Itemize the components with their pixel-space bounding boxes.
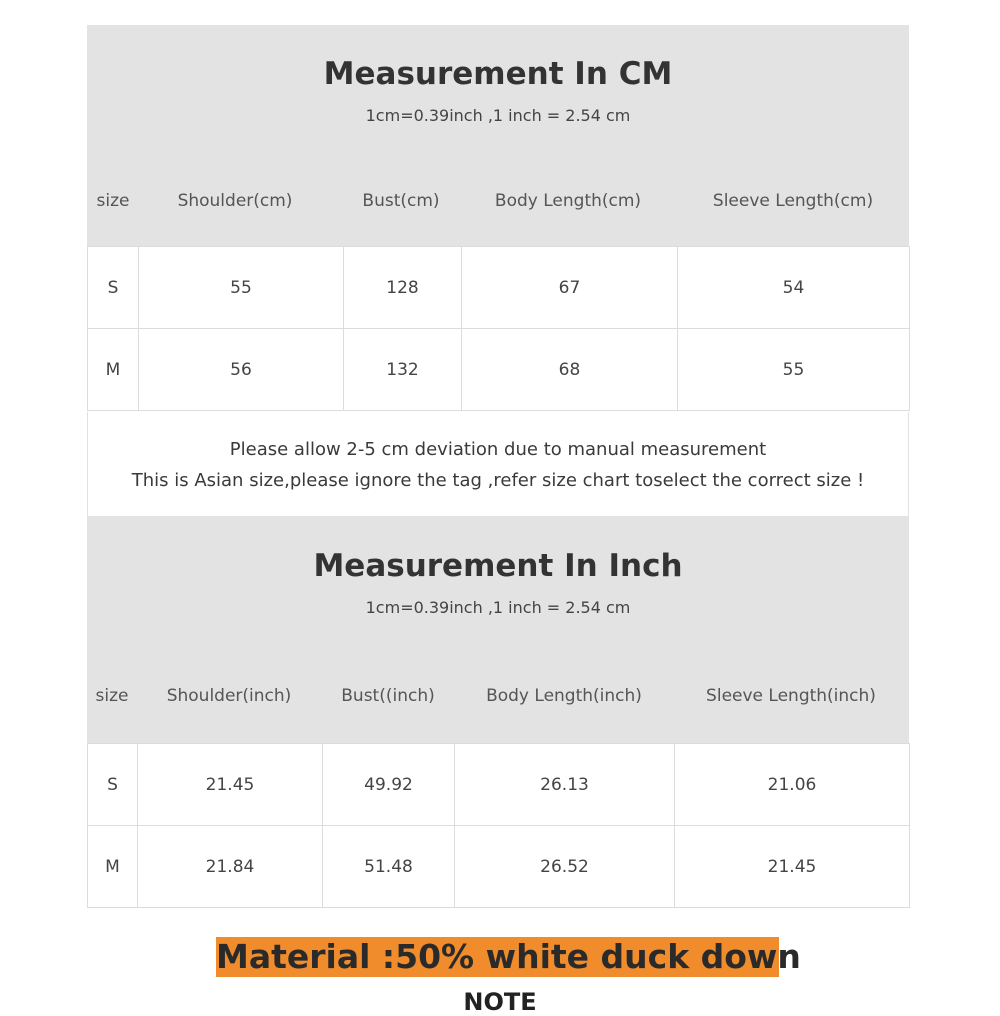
cm-cell-body-length: 67 bbox=[462, 247, 678, 329]
table-row bbox=[88, 329, 910, 411]
cm-cell-size: S bbox=[88, 247, 139, 329]
inch-table bbox=[87, 743, 910, 908]
note-heading-partial: NOTE bbox=[463, 988, 537, 1016]
cm-cell-body-length: 68 bbox=[462, 329, 678, 411]
cm-cell-size: M bbox=[88, 329, 139, 411]
inch-cell-shoulder: 21.45 bbox=[138, 744, 323, 826]
deviation-note: Please allow 2-5 cm deviation due to manual measurement bbox=[229, 439, 767, 460]
cm-table bbox=[87, 246, 910, 411]
inch-cell-body-length: 26.52 bbox=[455, 826, 675, 908]
cm-cell-shoulder: 56 bbox=[139, 329, 344, 411]
inch-cell-sleeve-length: 21.45 bbox=[675, 826, 910, 908]
inch-cell-body-length: 26.13 bbox=[455, 744, 675, 826]
material-banner: Material :50% white duck down bbox=[216, 937, 801, 976]
cm-cell-sleeve-length: 54 bbox=[678, 247, 910, 329]
inch-cell-bust: 49.92 bbox=[323, 744, 455, 826]
inch-header-panel bbox=[87, 516, 909, 744]
inch-cell-sleeve-length: 21.06 bbox=[675, 744, 910, 826]
inch-header-shoulder: Shoulder(inch) bbox=[166, 686, 292, 706]
inch-header-body-length: Body Length(inch) bbox=[486, 686, 642, 706]
table-row bbox=[88, 826, 910, 908]
table-row bbox=[88, 744, 910, 826]
asian-size-note: This is Asian size,please ignore the tag ,refer size chart toselect the correct size ! bbox=[131, 470, 865, 491]
inch-cell-shoulder: 21.84 bbox=[138, 826, 323, 908]
inch-header-bust: Bust((inch) bbox=[341, 686, 435, 706]
cm-header-shoulder: Shoulder(cm) bbox=[177, 191, 293, 211]
cm-cell-bust: 128 bbox=[344, 247, 462, 329]
inch-conversion-note: 1cm=0.39inch ,1 inch = 2.54 cm bbox=[365, 598, 631, 617]
table-row bbox=[88, 247, 910, 329]
cm-cell-bust: 132 bbox=[344, 329, 462, 411]
cm-conversion-note: 1cm=0.39inch ,1 inch = 2.54 cm bbox=[365, 106, 631, 125]
cm-cell-sleeve-length: 55 bbox=[678, 329, 910, 411]
cm-title: Measurement In CM bbox=[323, 56, 673, 92]
inch-cell-bust: 51.48 bbox=[323, 826, 455, 908]
size-notes bbox=[87, 412, 909, 516]
inch-cell-size: M bbox=[88, 826, 138, 908]
cm-header-size: size bbox=[96, 191, 130, 211]
inch-header-size: size bbox=[95, 686, 129, 706]
cm-header-panel bbox=[87, 25, 909, 247]
cm-header-bust: Bust(cm) bbox=[362, 191, 440, 211]
inch-cell-size: S bbox=[88, 744, 138, 826]
cm-cell-shoulder: 55 bbox=[139, 247, 344, 329]
inch-header-sleeve-length: Sleeve Length(inch) bbox=[706, 686, 876, 706]
inch-title: Measurement In Inch bbox=[313, 548, 683, 584]
cm-header-sleeve-length: Sleeve Length(cm) bbox=[712, 191, 874, 211]
cm-header-body-length: Body Length(cm) bbox=[494, 191, 642, 211]
